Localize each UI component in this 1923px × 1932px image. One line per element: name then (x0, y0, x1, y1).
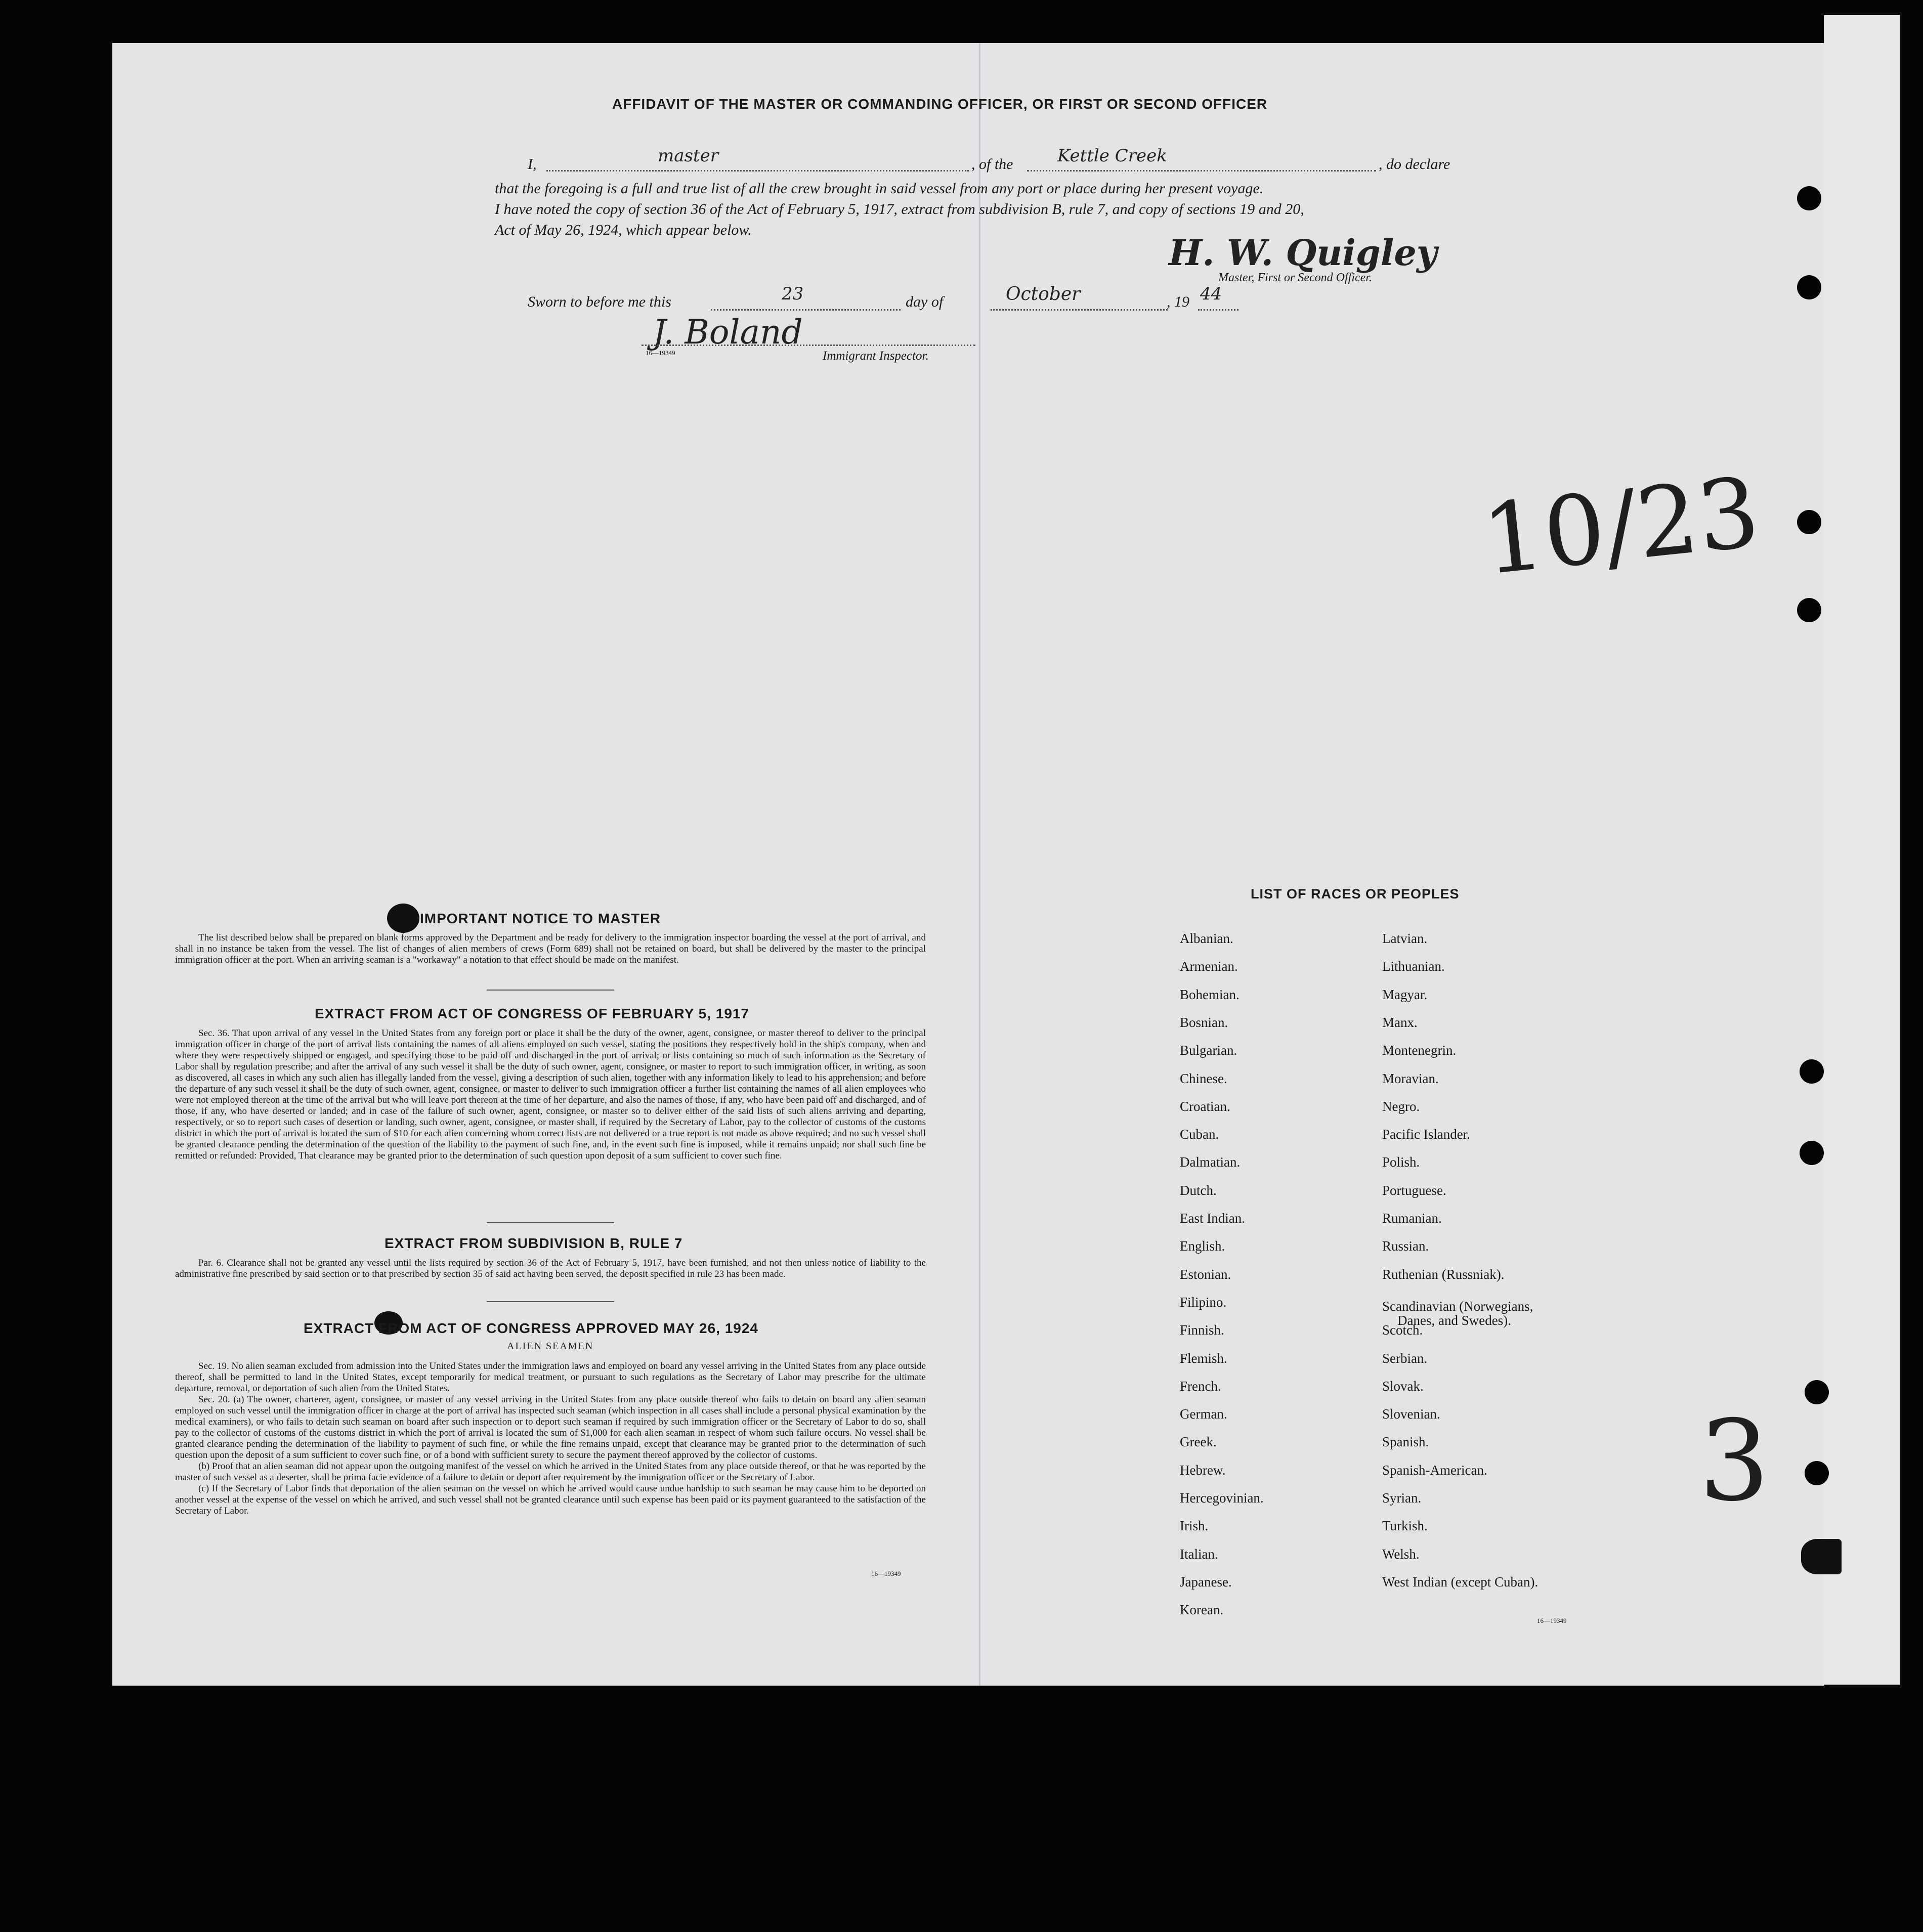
affidavit-body-line: that the foregoing is a full and true list of all the crew brought in said vessel from any port or place during her present voyage. (495, 180, 1264, 197)
punch-hole (1797, 275, 1821, 299)
race-item: Danes, and Swedes). (1397, 1312, 1511, 1328)
sworn-year-value: 44 (1200, 284, 1222, 304)
vessel-name-value: Kettle Creek (1057, 146, 1167, 166)
race-item: Dutch. (1180, 1182, 1217, 1198)
sec-20c-text: (c) If the Secretary of Labor finds that deportation of the alien seaman on the vessel on which he arrived would cause undue hardship to such seaman he may cause him to be deported on another vessel at the expense of the vessel on which he arrived, and such vessel shall not be granted clearance until such expense has been paid or its payment guaranteed to the satisfaction of the Secretary of Labor. (175, 1483, 926, 1516)
race-item: Spanish-American. (1382, 1462, 1487, 1478)
race-item: Cuban. (1180, 1127, 1219, 1142)
extract-rule7-title: EXTRACT FROM SUBDIVISION B, RULE 7 (384, 1235, 683, 1251)
declare-label: , do declare (1379, 156, 1450, 173)
race-item: Hercegovinian. (1180, 1490, 1264, 1506)
punch-hole (1800, 1059, 1824, 1084)
race-item: Rumanian. (1382, 1211, 1442, 1226)
race-item: Greek. (1180, 1434, 1217, 1450)
sworn-day-value: 23 (782, 284, 804, 304)
race-item: East Indian. (1180, 1211, 1245, 1226)
race-item: Slovenian. (1382, 1406, 1440, 1422)
race-item: Scotch. (1382, 1322, 1423, 1338)
race-item: French. (1180, 1378, 1221, 1394)
race-item: West Indian (except Cuban). (1382, 1574, 1539, 1590)
race-item: Filipino. (1180, 1294, 1227, 1310)
year-prefix: , 19 (1167, 293, 1189, 310)
form-number: 16—19349 (871, 1570, 901, 1577)
sworn-year-field (1198, 284, 1238, 311)
extract-1917-title: EXTRACT FROM ACT OF CONGRESS OF FEBRUARY 5, 1917 (315, 1006, 750, 1021)
page-edge-strip (1824, 15, 1900, 1685)
race-item: Portuguese. (1382, 1182, 1446, 1198)
race-item: Latvian. (1382, 931, 1428, 946)
race-item: Chinese. (1180, 1070, 1227, 1086)
affidavit-title: AFFIDAVIT OF THE MASTER OR COMMANDING OFFICER, OR FIRST OR SECOND OFFICER (612, 96, 1268, 112)
affidavit-body-line: I have noted the copy of section 36 of the Act of February 5, 1917, extract from subdivision B, rule 7, and copy of sections 19 and 20, (495, 201, 1304, 218)
punch-hole (1805, 1461, 1829, 1485)
race-item: Negro. (1382, 1098, 1420, 1114)
race-item: Turkish. (1382, 1518, 1428, 1534)
race-item: Korean. (1180, 1602, 1224, 1618)
race-item: Serbian. (1382, 1350, 1428, 1366)
handwritten-page-note: 3 (1699, 1396, 1770, 1526)
race-item: Welsh. (1382, 1546, 1420, 1562)
day-of-label: day of (906, 293, 944, 310)
race-item: Pacific Islander. (1382, 1127, 1470, 1142)
sec-20a-text: Sec. 20. (a) The owner, charterer, agent, consignee, or master of any vessel arriving in the United States from any place outside thereof who fails to detain on board any alien seaman employed on such vessel until the immigration officer in charge at the port of arrival has inspected such seaman (which inspection in all cases shall include a personal physical examination by the medical examiners), or who fails to detain such seaman on board after such inspection or to deport such seaman if required by such immigration officer or the Secretary of Labor to do so, shall pay to the collector of customs of the customs district in which the port of arrival is located the sum of $1,000 for each alien seaman in respect of whom such failure occurs. No vessel shall be granted clearance pending the determination of the liability to payment of such fine, or while the fine remains unpaid, except that clearance may be granted prior to the determination of such question upon the deposit of a sum sufficient to cover such fine, or of a bond with sufficient surety to secure the payment thereof approved by the collector of customs. (175, 1394, 926, 1461)
race-item: German. (1180, 1406, 1227, 1422)
of-the-label: , of the (971, 156, 1013, 173)
sworn-day-field (711, 284, 901, 311)
extract-1924-body (175, 1361, 926, 1517)
race-item: Dalmatian. (1180, 1154, 1241, 1170)
race-item: Manx. (1382, 1014, 1418, 1030)
race-item: Croatian. (1180, 1098, 1230, 1114)
race-item: Ruthenian (Russniak). (1382, 1266, 1505, 1282)
race-item: Russian. (1382, 1238, 1429, 1254)
vessel-name-field (1027, 146, 1376, 171)
master-name-value: master (658, 146, 718, 166)
punch-hole (1797, 598, 1821, 622)
signature-caption: Master, First or Second Officer. (1218, 271, 1372, 284)
punch-hole (1800, 1141, 1824, 1165)
master-signature: H. W. Quigley (1169, 232, 1437, 274)
handwritten-date-note: 10/23 (1477, 456, 1765, 597)
race-item: English. (1180, 1238, 1225, 1254)
race-item: Hebrew. (1180, 1462, 1226, 1478)
race-item: Spanish. (1382, 1434, 1429, 1450)
race-item: Estonian. (1180, 1266, 1231, 1282)
race-item: Bulgarian. (1180, 1043, 1237, 1058)
sworn-month-field (991, 284, 1168, 311)
race-item: Albanian. (1180, 931, 1233, 946)
sec-19-text: Sec. 19. No alien seaman excluded from admission into the United States under the immigration laws and employed on board any vessel arriving in the United States from any place outside thereof, shall be permitted to land in the United States, except temporarily for medical treatment, or pursuant to such regulations as the Secretary of Labor may prescribe for the ultimate departure, removal, or deportation of such alien from the United States. (175, 1361, 926, 1394)
master-name-field (546, 146, 969, 171)
race-item: Finnish. (1180, 1322, 1224, 1338)
race-item: Polish. (1382, 1154, 1420, 1170)
race-item: Armenian. (1180, 959, 1238, 974)
extract-1917-body: Sec. 36. That upon arrival of any vessel in the United States from any foreign port or place it shall be the duty of the owner, agent, consignee, or master thereof to deliver to the principal immigration officer in charge of the port of arrival lists containing the names of all aliens employed on such vessel, stating the positions they respectively hold in the ship's company, when and where they were respectively shipped or engaged, and specifying those to be paid off and discharged in the port of arrival; or lists containing so much of such information as the Secretary of Labor shall by regulation prescribe; and after the arrival of any such vessel it shall be the duty of such owner, agent, consignee, or master to report to such immigration officer, in writing, as soon as discovered, all cases in which any such alien has illegally landed from the vessel, giving a description of such alien, together with any information likely to lead to his apprehension; and before the departure of any such vessel it shall be the duty of such owner, agent, consignee, or master to deliver to such immigration officer a further list containing the names of all alien employees who were not employed thereon at the time of the arrival but who will leave port thereon at the time of her departure, and also the names of those, if any, who have been paid off and discharged, and of those, if any, who have deserted or landed; and in case of the failure of such owner, agent, consignee, or master so to deliver either of the said lists of such aliens arriving and departing, respectively, or so to report such cases of desertion or landing, such owner, agent, consignee, or master shall, if required by the Secretary of Labor, pay to the collector of customs of the customs district in which the port of arrival is located the sum of $10 for each alien concerning whom correct lists are not delivered or a true report is not made as above required; and no such vessel shall be granted clearance pending the determination of the question of the liability to the payment of such fine, and, in the event such fine is imposed, while it remains unpaid; nor shall such fine be remitted or refunded: Provided, That clearance may be granted prior to the determination of such question upon deposit of a sum sufficient to cover such fine. (175, 1028, 926, 1161)
race-item: Syrian. (1382, 1490, 1422, 1506)
race-item: Bosnian. (1180, 1014, 1228, 1030)
race-item: Japanese. (1180, 1574, 1232, 1590)
race-item: Italian. (1180, 1546, 1218, 1562)
ink-blot (387, 904, 419, 933)
race-item: Montenegrin. (1382, 1043, 1457, 1058)
extract-1924-title: EXTRACT FROM ACT OF CONGRESS APPROVED MAY 26, 1924 (304, 1320, 758, 1336)
extract-1924-subtitle: ALIEN SEAMEN (507, 1341, 594, 1352)
inspector-signature: J. Boland (653, 313, 803, 352)
race-item: Scandinavian (Norwegians, (1382, 1298, 1533, 1314)
section-divider (487, 1301, 614, 1302)
inspector-signature-line (642, 331, 975, 346)
race-item: Flemish. (1180, 1350, 1227, 1366)
sworn-month-value: October (1006, 284, 1081, 305)
punch-hole (1797, 186, 1821, 210)
affidavit-body (495, 178, 1466, 240)
races-title: LIST OF RACES OR PEOPLES (1251, 886, 1460, 901)
punch-hole (1797, 510, 1821, 534)
notice-title: IMPORTANT NOTICE TO MASTER (420, 911, 661, 926)
page-fold (979, 43, 980, 1686)
section-divider (487, 1222, 614, 1223)
race-item: Magyar. (1382, 986, 1428, 1002)
form-number: 16—19349 (1537, 1617, 1567, 1624)
race-item: Bohemian. (1180, 986, 1240, 1002)
inspector-caption: Immigrant Inspector. (823, 349, 929, 363)
notice-body: The list described below shall be prepared on blank forms approved by the Department and be ready for delivery to the immigration inspector boarding the vessel at the port of arrival, and shall in no instance be taken from the vessel. The list of changes of alien members of crews (Form 689) shall not be retained on board, but shall be delivered by the master to the principal immigration officer at the port. When an arriving seaman is a "workaway" a notation to that effect should be made on the manifest. (175, 932, 926, 965)
race-item: Slovak. (1382, 1378, 1424, 1394)
extract-rule7-body: Par. 6. Clearance shall not be granted any vessel until the lists required by section 36 of the Act of February 5, 1917, have been furnished, and not then unless notice of liability to the administrative fine prescribed by said section or to that prescribed by section 35 of said act having been served, the deposit specified in rule 23 has been made. (175, 1258, 926, 1279)
form-number: 16—19349 (646, 349, 675, 357)
race-item: Lithuanian. (1382, 959, 1445, 974)
section-divider (487, 990, 614, 991)
punch-hole (1805, 1380, 1829, 1404)
sworn-label: Sworn to before me this (528, 293, 671, 310)
race-item: Irish. (1180, 1518, 1209, 1534)
affidavit-i-label: I, (528, 156, 537, 173)
affidavit-body-line: Act of May 26, 1924, which appear below. (495, 222, 752, 238)
ink-blot (1801, 1539, 1842, 1574)
sec-20b-text: (b) Proof that an alien seaman did not appear upon the outgoing manifest of the vessel on which he arrived in the United States from any place outside thereof, or that he was reported by the master of such vessel as a deserter, shall be prima facie evidence of a failure to detain or deport after requirement by the immigration officer or the Secretary of Labor. (175, 1461, 926, 1483)
race-item: Moravian. (1382, 1070, 1439, 1086)
